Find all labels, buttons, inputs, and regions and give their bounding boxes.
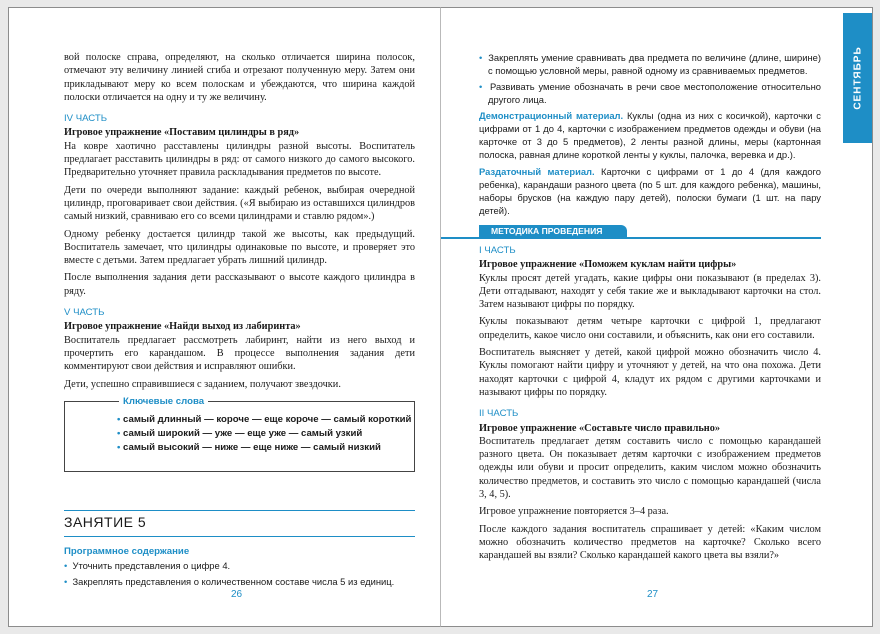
bullet-dot: • [64, 576, 68, 588]
part-4-title: Игровое упражнение «Поставим цилиндры в ряд» [64, 127, 300, 139]
part-5-title: Игровое упражнение «Найди выход из лабиринта» [64, 321, 301, 333]
bullet-dot: • [479, 52, 483, 63]
keyword-item: • самый высокий — ниже — еще ниже — самый низкий [117, 441, 381, 453]
program-bullet: • Уточнить представления о цифре 4. [64, 560, 231, 572]
left-page [8, 7, 441, 627]
part-1-label: I ЧАСТЬ [479, 245, 516, 256]
bullet-dot: • [479, 81, 483, 92]
part-1-paragraph: Куклы показывают детям четыре карточки с цифрой 1, предлагают определить, какое число они составили, и объяснить, как они его составили. [479, 316, 821, 341]
method-section-bar [441, 225, 821, 238]
bullet-dot: • [117, 413, 121, 425]
part-2-paragraph: Игровое упражнение повторяется 3–4 раза. [479, 506, 669, 518]
program-bullet: • Закреплять представления о количественном составе числа 5 из единиц. [64, 576, 395, 588]
bullet-dot: • [117, 441, 121, 453]
handout-material-text: Карточки с цифрами от 1 до 4 (для каждого ребенка), карандаши разного цвета (по 5 шт. для каждого ребенка), машины, наборы брусков (на каждую пару детей), полоски бумаги (1 шт. на пару детей). [479, 166, 821, 216]
keywords-list [117, 413, 414, 455]
demo-material-label: Демонстрационный материал. [479, 110, 624, 121]
month-tab [843, 13, 872, 143]
part-4-paragraph: Одному ребенку достается цилиндр такой же высоты, как предыдущий. Воспитатель замечает, что цилиндры одинаковые по высоте, и проверяет это вместе с детьми. Затем предлагает убрать лишний цилиндр. [64, 228, 415, 267]
part-2-title: Игровое упражнение «Составьте число правильно» [479, 422, 721, 434]
part-1-paragraph: Воспитатель выясняет у детей, какой цифрой можно обозначить число 4. Куклы помогают найти цифру и уточняют у детей, на что она похожа. Дети находят карточки с цифрой 4, кладут их рядом с другими карточками и называют цифры по порядку. [479, 347, 821, 398]
part-5-paragraph: Дети, успешно справившиеся с заданием, получают звездочки. [64, 378, 341, 390]
month-tab-label: СЕНТЯБРЬ [852, 46, 863, 110]
bullet-dot: • [64, 560, 68, 572]
part-2-paragraph: Воспитатель предлагает детям составить число с помощью карандашей разного цвета. Он показывает детям карточки с изображением предметов одежды или обуви и просит определить, каким числом можно обозначить количество предметов, и составить это число с помощью карандашей (числа 3, 4, 5). [479, 435, 821, 501]
part-4-paragraph: После выполнения задания дети рассказывают о высоте каждого цилиндра в ряду. [64, 272, 415, 297]
lesson-bottom-rule [64, 536, 415, 537]
lesson-top-rule [64, 510, 415, 511]
demo-material [479, 109, 821, 161]
left-column [64, 51, 415, 591]
right-page [440, 7, 873, 627]
part-4-paragraph: Дети по очереди выполняют задание: каждый ребенок, выбирая очередной цилиндр, проговаривает свои действия. («Я выбираю из оставшихся цилиндров самый низкий, сравниваю его со всеми цилиндрами и ставлю рядом».) [64, 184, 415, 223]
handout-material-label: Раздаточный материал. [479, 166, 595, 177]
keyword-item: • самый широкий — уже — еще уже — самый узкий [117, 427, 363, 439]
program-title: Программное содержание [64, 546, 190, 558]
goal-bullet: • Закреплять умение сравнивать два предмета по величине (длине, ширине) с помощью условной меры, равной одному из сравниваемых предметов. [479, 52, 821, 76]
part-2-label: II ЧАСТЬ [479, 408, 519, 420]
demo-material-text: Куклы (одна из них с косичкой), карточки с цифрами от 1 до 4, карточки с изображением предметов одежды и обуви (на карточке от 3 до 5 предметов), 2 ленты разной длины, меры (картонная полоска, равная длине короткой ленты у куклы, палочка, веревка и др.). [479, 110, 821, 160]
bullet-dot: • [117, 427, 121, 439]
method-label: МЕТОДИКА ПРОВЕДЕНИЯ [479, 225, 627, 238]
page-number-left: 26 [231, 589, 243, 600]
part-4-paragraph: На ковре хаотично расставлены цилиндры разной высоты. Воспитатель предлагает расставить цилиндры в ряд: от самого низкого до самого высокого. Предварительно уточняет правила раскладывания предметов по высоте. [64, 140, 415, 179]
lesson-title: ЗАНЯТИЕ 5 [64, 513, 147, 530]
keywords-box [64, 395, 415, 472]
part-1-paragraph: Куклы просят детей угадать, какие цифры они показывают (в пределах 3). Дети отгадывают, находят у себя такие же и выкладывают карточки на стол. Затем называют цифры по порядку. [479, 272, 821, 311]
page-number-right: 27 [647, 589, 659, 600]
part-5-paragraph: Воспитатель предлагает рассмотреть лабиринт, найти из него выход и прочертить его карандашом. В процессе выполнения задания дети комментируют свои действия и исправляют ошибки. [64, 334, 415, 373]
part-2-paragraph: После каждого задания воспитатель спрашивает у детей: «Каким числом можно обозначить количество предметов на карточке? Сколько всего карандашей вы взяли? Сколько карандашей какого цвета вы взяли?» [479, 523, 821, 562]
part-5-label: V ЧАСТЬ [64, 307, 105, 319]
part-4-label: IV ЧАСТЬ [64, 113, 108, 125]
keyword-item: • самый длинный — короче — еще короче — самый короткий [117, 413, 412, 425]
goal-bullet: • Развивать умение обозначать в речи свое местоположение относительно другого лица. [479, 81, 821, 105]
handout-material [479, 165, 821, 217]
right-column [479, 51, 821, 567]
keywords-title: Ключевые слова [119, 395, 208, 408]
part-1-title: Игровое упражнение «Поможем куклам найти цифры» [479, 259, 737, 271]
intro-paragraph: вой полоске справа, определяют, на сколько отличается ширина полосок, отмечают эту величину линией сгиба и отрезают полученную меру. Затем они прикладывают меру ко всем полоскам и убеждаются, что ширина каждой полоски отличается на одну и ту же величину. [64, 52, 415, 103]
